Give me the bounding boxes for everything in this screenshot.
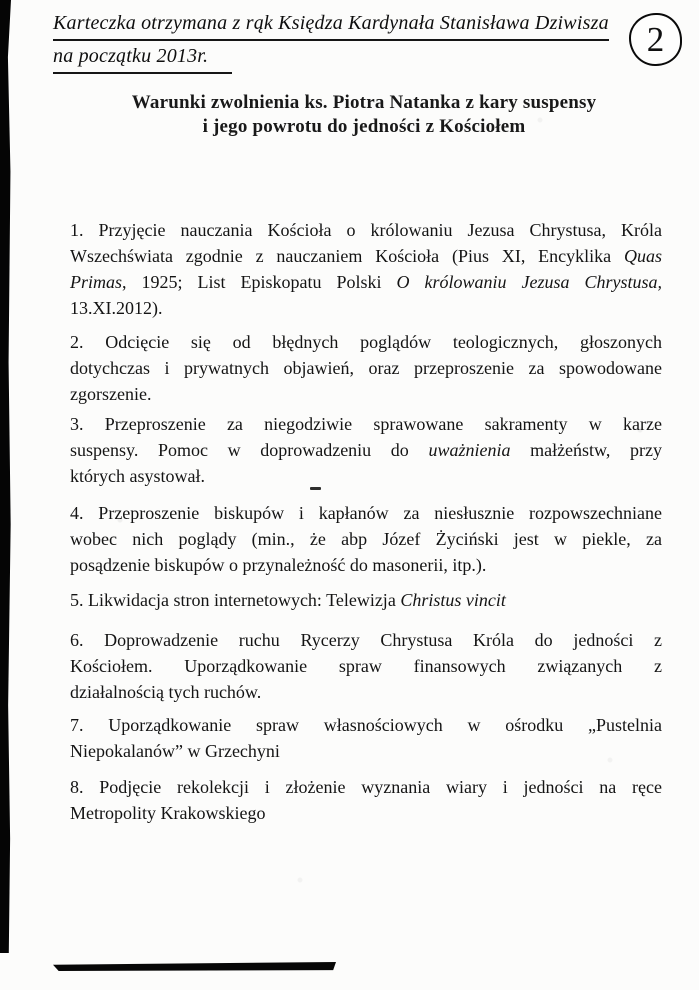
- list-item: [70, 712, 662, 764]
- scan-artifact-left-bar: [0, 0, 11, 953]
- list-item: [70, 411, 662, 489]
- stray-mark: [310, 487, 321, 490]
- list-item-line: 7. Uporządkowanie spraw własnościowych w ośrodku „Pustelnia: [70, 715, 662, 735]
- list-item: [70, 774, 662, 826]
- list-item-line: 8. Podjęcie rekolekcji i złożenie wyznania wiary i jedności na ręce: [70, 777, 662, 797]
- title-line-2: i jego powrotu do jedności z Kościołem: [202, 116, 526, 137]
- document-body: [70, 0, 662, 990]
- list-item-line: Kościołem. Uporządkowanie spraw finansowych związanych z: [70, 656, 662, 676]
- page-number: 2: [646, 20, 665, 59]
- list-item-line: 6. Doprowadzenie ruchu Rycerzy Chrystusa Króla do jedności z: [70, 630, 662, 650]
- annotation-line-1: Karteczka otrzymana z rąk Księdza Kardynała Stanisława Dziwisza: [53, 8, 609, 41]
- list-item-line: posądzenie biskupów o przynależność do masonerii, itp.).: [70, 555, 487, 575]
- list-item-line: wobec nich poglądy (min., że abp Józef Życiński jest w piekle, za: [70, 529, 662, 549]
- list-item-line: suspensy. Pomoc w doprowadzeniu do uważnienia małżeństw, przy: [70, 440, 662, 460]
- list-item-line: których asystował.: [70, 466, 205, 486]
- list-item-line: Primas, 1925; List Episkopatu Polski O królowaniu Jezusa Chrystusa,: [70, 272, 663, 292]
- title-line-1: Warunki zwolnienia ks. Piotra Natanka z kary suspensy: [131, 92, 597, 113]
- list-item-line: 4. Przeproszenie biskupów i kapłanów za niesłusznie rozpowszechniane: [70, 503, 662, 523]
- list-item: [70, 217, 662, 321]
- list-item-line: Niepokalanów” w Grzechyni: [70, 741, 280, 761]
- list-item-line: Metropolity Krakowskiego: [70, 803, 266, 823]
- list-item-line: 1. Przyjęcie nauczania Kościoła o królowaniu Jezusa Chrystusa, Króla: [70, 220, 662, 240]
- list-item-line: dotychczas i prywatnych objawień, oraz przeproszenie za spowodowane: [70, 358, 662, 378]
- list-item-line: Wszechświata zgodnie z nauczaniem Kościoła (Pius XI, Encyklika Quas: [70, 246, 662, 266]
- list-item-line: działalnością tych ruchów.: [70, 682, 262, 702]
- list-item-line: 13.XI.2012).: [70, 298, 163, 318]
- list-item: [70, 627, 662, 705]
- annotation-line-2: na początku 2013r.: [53, 41, 609, 74]
- list-item-line: 2. Odcięcie się od błędnych poglądów teologicznych, głoszonych: [70, 332, 662, 352]
- list-item: [70, 329, 662, 407]
- list-item: [70, 587, 662, 613]
- list-item-line: 3. Przeproszenie za niegodziwie sprawowane sakramenty w karze: [70, 414, 662, 434]
- list-item-line: zgorszenie.: [70, 384, 152, 404]
- list-item: [70, 500, 662, 578]
- list-item-line: 5. Likwidacja stron internetowych: Telewizja Christus vincit: [70, 590, 506, 610]
